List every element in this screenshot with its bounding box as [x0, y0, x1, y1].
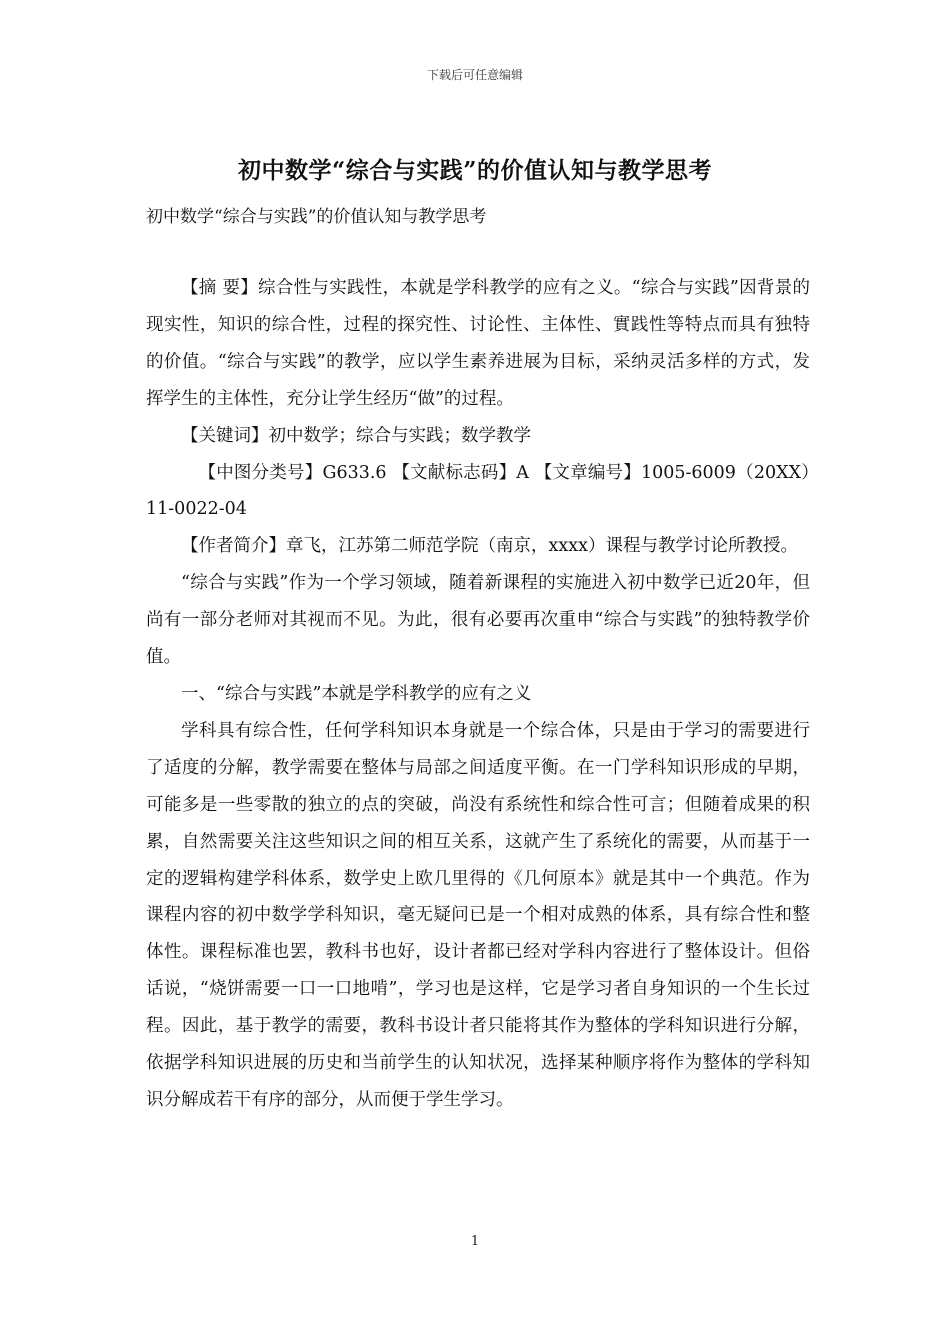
- section-heading: 一、“综合与实践”本就是学科教学的应有之义: [181, 683, 532, 704]
- page-number: 1: [470, 1234, 480, 1249]
- document-body: [146, 270, 810, 1119]
- intro-paragraph: “综合与实践”作为一个学习领域，随着新课程的实施进入初中数学已近20年，但尚有一部分老师对其视而不见。为此，很有必要再次重申“综合与实践”的独特教学价值。: [146, 573, 810, 668]
- keywords-paragraph: 【关键词】初中数学；综合与实践；数学教学: [181, 425, 531, 446]
- body-paragraph: 学科具有综合性，任何学科知识本身就是一个综合体，只是由于学习的需要进行了适度的分解，教学需要在整体与局部之间适度平衡。在一门学科知识形成的早期，可能多是一些零散的独立的点的突破，尚没有系统性和综合性可言；但随着成果的积累，自然需要关注这些知识之间的相互关系，这就产生了系统化的需要，从而基于一定的逻辑构建学科体系，数学史上欧几里得的《几何原本》就是其中一个典范。作为课程内容的初中数学学科知识，毫无疑问已是一个相对成熟的体系，具有综合性和整体性。课程标准也罢，教科书也好，设计者都已经对学科内容进行了整体设计。但俗话说，“烧饼需要一口一口地啃”，学习也是这样，它是学习者自身知识的一个生长过程。因此，基于教学的需要，教科书设计者只能将其作为整体的学科知识进行分解，依据学科知识进展的历史和当前学生的认知状况，选择某种顺序将作为整体的学科知识分解成若干有序的部分，从而便于学生学习。: [146, 720, 810, 1110]
- classification-paragraph: 【中图分类号】G633.6 【文献标志码】A 【文章编号】1005-6009（20XX）11-0022-04: [146, 462, 810, 520]
- author-bio-paragraph: 【作者简介】章飞，江苏第二师范学院（南京，xxxx）课程与教学讨论所教授。: [181, 536, 798, 557]
- abstract-paragraph: 【摘 要】综合性与实践性，本就是学科教学的应有之义。“综合与实践”因背景的现实性，知识的综合性，过程的探究性、讨论性、主体性、實践性等特点而具有独特的价值。“综合与实践”的教学，应以学生素养进展为目标，采纳灵活多样的方式，发挥学生的主体性，充分让学生经历“做”的过程。: [146, 278, 810, 409]
- page-header: 下载后可任意编辑: [426, 68, 523, 82]
- document-title: 初中数学“综合与实践”的价值认知与教学思考: [238, 157, 712, 184]
- document-subtitle: 初中数学“综合与实践”的价值认知与教学思考: [146, 207, 487, 227]
